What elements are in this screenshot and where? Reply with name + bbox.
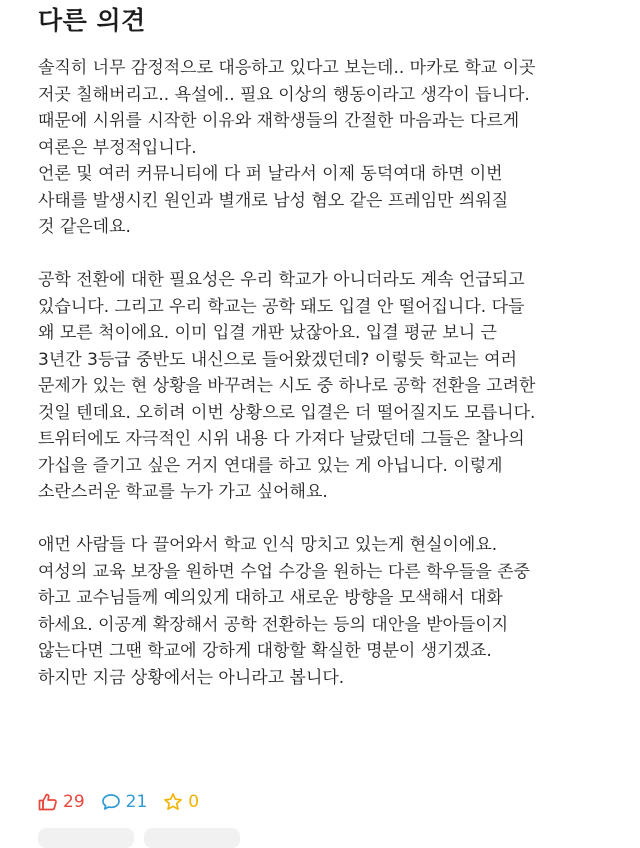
body-line: 않는다면 그땐 학교에 강하게 대항할 확실한 명분이 생기겠죠. [38, 641, 492, 661]
like-count: 29 [63, 792, 85, 812]
body-line: 트위터에도 자극적인 시위 내용 다 가져다 날랐던데 그들은 찰나의 [38, 429, 525, 449]
body-line: 애먼 사람들 다 끌어와서 학교 인식 망치고 있는게 현실이에요. [38, 535, 498, 555]
body-line: 사태를 발생시킨 원인과 별개로 남성 혐오 같은 프레임만 씌워질 [38, 190, 509, 211]
post-actions [38, 790, 215, 814]
paragraph-gap [38, 506, 628, 533]
body-line: 하고 교수님들께 예의있게 대하고 새로운 방향을 모색해서 대화 [38, 588, 503, 608]
post-body [38, 55, 628, 691]
body-line: 가십을 즐기고 싶은 거지 연대를 하고 있는 게 아닙니다. 이렇게 [38, 455, 503, 476]
like-button[interactable] [38, 790, 85, 814]
body-line: 하지만 지금 상황에서는 아니라고 봅니다. [38, 667, 345, 688]
body-line: 것일 텐데요. 오히려 이번 상황으로 입결은 더 떨어질지도 모릅니다. [38, 402, 536, 423]
body-line: 3년간 3등급 중반도 내신으로 들어왔겠던데? 이렇듯 학교는 여러 [38, 349, 518, 370]
speech-bubble-icon [101, 792, 121, 812]
post-title: 다른 의견 [38, 6, 146, 35]
body-line: 공학 전환에 대한 필요성은 우리 학교가 아니더라도 계속 언급되고 [38, 270, 525, 290]
thumbs-up-icon [38, 792, 58, 812]
body-line: 언론 및 여러 커뮤니티에 다 퍼 날라서 이제 동덕여대 하면 이번 [38, 164, 503, 184]
body-line: 있습니다. 그리고 우리 학교는 공학 돼도 입결 안 떨어집니다. 다들 [38, 296, 525, 317]
comment-button[interactable] [101, 790, 148, 814]
body-line: 하세요. 이공계 확장해서 공학 전환하는 등의 대안을 받아들이지 [38, 614, 509, 635]
body-line: 것 같은데요. [38, 217, 131, 237]
paragraph-gap [38, 241, 628, 268]
body-line: 여성의 교육 보장을 원하면 수업 수강을 원하는 다른 학우들을 존중 [38, 561, 531, 582]
body-line: 여론은 부정적입니다. [38, 137, 197, 158]
bottom-chip-row [38, 828, 250, 848]
body-line: 솔직히 너무 감정적으로 대응하고 있다고 보는데.. 마카로 학교 이곳 [38, 58, 536, 78]
bottom-chip[interactable] [144, 828, 240, 848]
body-line: 문제가 있는 현 상황을 바꾸려는 시도 중 하나로 공학 전환을 고려한 [38, 376, 536, 396]
bottom-chip[interactable] [38, 828, 134, 848]
scrap-count: 0 [188, 792, 200, 812]
body-line: 소란스러운 학교를 누가 가고 싶어해요. [38, 482, 328, 502]
scrap-button[interactable] [163, 790, 199, 814]
comment-count: 21 [125, 792, 148, 812]
body-line: 저곳 칠해버리고.. 욕설에.. 필요 이상의 행동이라고 생각이 듭니다. [38, 84, 530, 105]
star-icon [163, 792, 183, 812]
body-line: 왜 모른 척이에요. 이미 입결 개판 났잖아요. 입결 평균 보니 근 [38, 323, 497, 343]
body-line: 때문에 시위를 시작한 이유와 재학생들의 간절한 마음과는 다르게 [38, 111, 520, 131]
